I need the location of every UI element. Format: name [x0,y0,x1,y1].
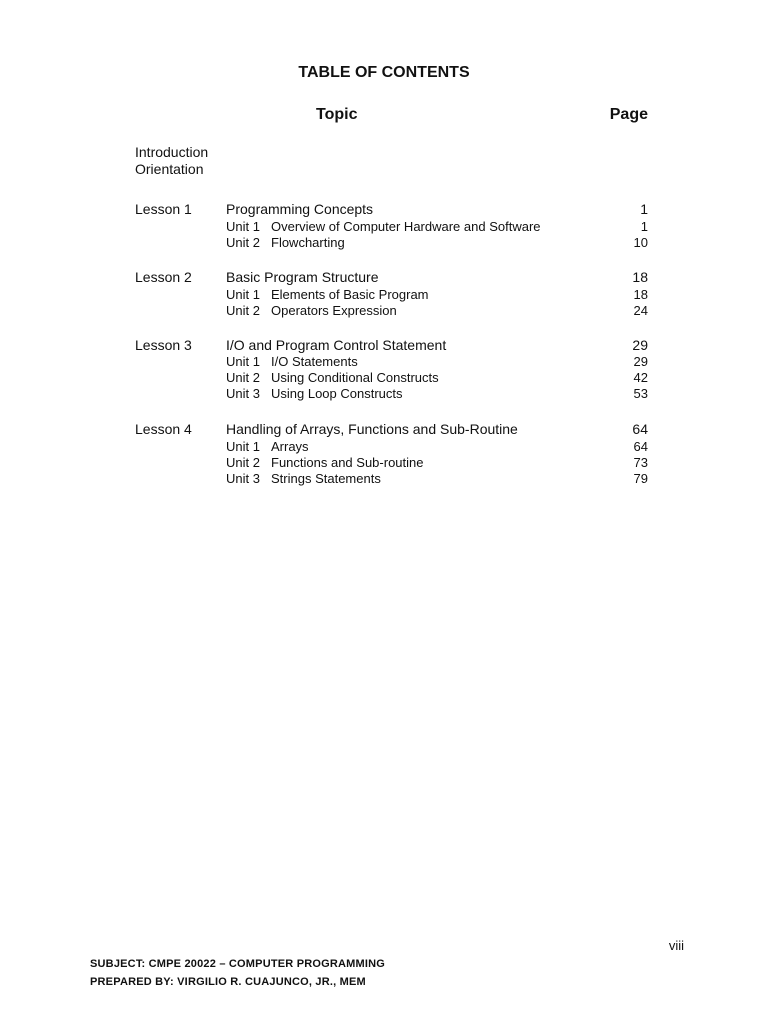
unit-row [0,439,768,455]
unit-page: 73 [633,455,648,470]
lesson-page: 64 [632,421,648,437]
lesson-row [0,337,768,354]
unit-row [0,370,768,386]
unit-page: 24 [633,303,648,318]
unit-label: Unit 2 [226,235,260,250]
unit-label: Unit 1 [226,219,260,234]
footer-subject: SUBJECT: CMPE 20022 – COMPUTER PROGRAMMING [90,958,386,970]
lesson-label: Lesson 1 [135,201,192,217]
unit-page: 79 [633,471,648,486]
topic-column-header: Topic [316,106,358,123]
unit-page: 64 [633,439,648,454]
unit-title: Strings Statements [271,471,381,486]
unit-row [0,235,768,251]
lesson-label: Lesson 2 [135,269,192,285]
unit-title: Operators Expression [271,303,397,318]
page-title: TABLE OF CONTENTS [298,64,470,81]
lesson-label: Lesson 3 [135,337,192,353]
lesson-label: Lesson 4 [135,421,192,437]
lesson-page: 1 [640,201,648,217]
intro-section [135,144,208,178]
unit-row [0,471,768,487]
unit-title: Functions and Sub-routine [271,455,424,470]
unit-label: Unit 1 [226,354,260,369]
lesson-row [0,421,768,438]
page-column-header: Page [609,106,648,123]
lesson-title: Programming Concepts [226,201,374,217]
unit-label: Unit 3 [226,386,260,401]
unit-page: 42 [633,370,648,385]
lesson-title: I/O and Program Control Statement [226,337,447,353]
unit-title: Arrays [271,439,309,454]
lesson-page: 18 [632,269,648,285]
unit-title: Overview of Computer Hardware and Software [271,219,541,234]
unit-page: 10 [633,235,648,250]
unit-page: 1 [640,219,648,234]
lesson-title: Basic Program Structure [226,269,379,285]
unit-label: Unit 2 [226,303,260,318]
unit-title: Flowcharting [271,235,345,250]
unit-label: Unit 2 [226,370,260,385]
unit-title: Using Conditional Constructs [271,370,439,385]
orientation-entry: Orientation [135,161,204,177]
unit-row [0,455,768,471]
unit-label: Unit 3 [226,471,260,486]
unit-title: Using Loop Constructs [271,386,403,401]
introduction-entry: Introduction [135,144,209,160]
page-number: viii [668,938,684,953]
lesson-page: 29 [632,337,648,353]
unit-row [0,386,768,402]
unit-row [0,354,768,370]
lesson-title: Handling of Arrays, Functions and Sub-Routine [226,421,518,437]
unit-label: Unit 1 [226,439,260,454]
unit-row [0,303,768,319]
unit-row [0,287,768,303]
unit-label: Unit 2 [226,455,260,470]
lesson-row [0,269,768,286]
unit-label: Unit 1 [226,287,260,302]
unit-page: 18 [633,287,648,302]
footer [90,955,385,991]
unit-row [0,219,768,235]
footer-prepared-by: PREPARED BY: VIRGILIO R. CUAJUNCO, JR., MEM [90,976,366,988]
unit-page: 29 [633,354,648,369]
unit-title: Elements of Basic Program [271,287,429,302]
lesson-row [0,201,768,218]
unit-title: I/O Statements [271,354,358,369]
unit-page: 53 [633,386,648,401]
